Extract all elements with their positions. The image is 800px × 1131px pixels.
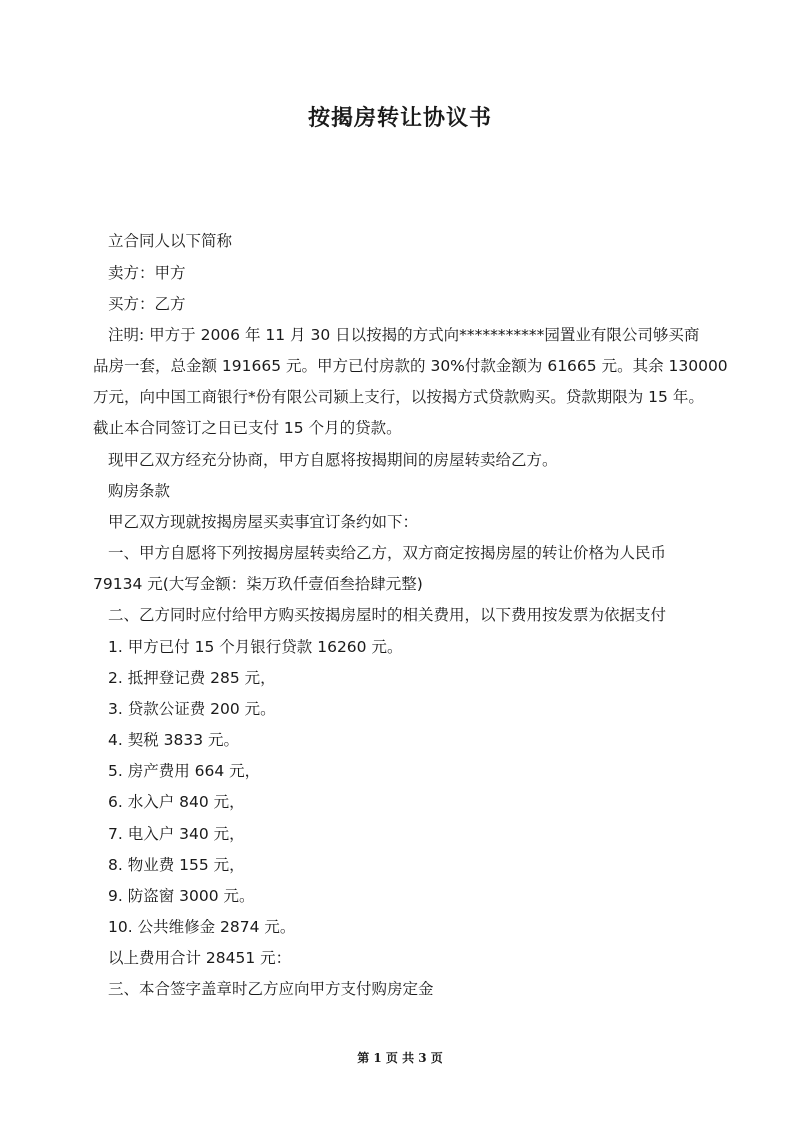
paragraph-line: 甲乙双方现就按揭房屋买卖事宜订条约如下：	[108, 513, 419, 531]
paragraph-line: 9. 防盗窗 3000 元。	[108, 887, 255, 905]
paragraph-line: 立合同人以下简称	[108, 232, 233, 250]
paragraph-line: 3. 贷款公证费 200 元。	[108, 700, 276, 718]
paragraph-line: 品房一套，总金额 191665 元。甲方已付房款的 30%付款金额为 61665 元。其余 130000	[93, 357, 728, 375]
paragraph-line: 卖方：甲方	[108, 264, 186, 282]
paragraph-line: 万元，向中国工商银行*份有限公司颍上支行，以按揭方式贷款购买。贷款期限为 15 年。	[93, 388, 704, 406]
paragraph-line: 6. 水入户 840 元，	[108, 793, 245, 811]
paragraph-line: 二、乙方同时应付给甲方购买按揭房屋时的相关费用，以下费用按发票为依据支付	[108, 606, 667, 624]
paragraph-line: 以上费用合计 28451 元：	[108, 949, 292, 967]
paragraph-line: 79134 元(大写金额：柒万玖仟壹佰叁拾肆元整)	[93, 575, 423, 593]
paragraph-line: 5. 房产费用 664 元，	[108, 762, 261, 780]
paragraph-line: 截止本合同签订之日已支付 15 个月的贷款。	[93, 419, 402, 437]
page-number-footer: 第 1 页 共 3 页	[357, 1051, 443, 1065]
paragraph-line: 三、本合签字盖章时乙方应向甲方支付购房定金	[108, 980, 434, 998]
document-title: 按揭房转让协议书	[307, 106, 492, 131]
paragraph-line: 8. 物业费 155 元，	[108, 856, 245, 874]
paragraph-line: 7. 电入户 340 元，	[108, 825, 245, 843]
paragraph-line: 4. 契税 3833 元。	[108, 731, 240, 749]
paragraph-line: 购房条款	[108, 482, 171, 500]
paragraph-line: 1. 甲方已付 15 个月银行贷款 16260 元。	[108, 638, 403, 656]
paragraph-line: 注明: 甲方于 2006 年 11 月 30 日以按揭的方式向***********园置业有限公司够买商	[108, 326, 700, 344]
paragraph-line: 2. 抵押登记费 285 元，	[108, 669, 276, 687]
paragraph-line: 10. 公共维修金 2874 元。	[108, 918, 296, 936]
paragraph-line: 现甲乙双方经充分协商，甲方自愿将按揭期间的房屋转卖给乙方。	[108, 451, 558, 469]
paragraph-line: 买方：乙方	[108, 295, 186, 313]
paragraph-line: 一、甲方自愿将下列按揭房屋转卖给乙方，双方商定按揭房屋的转让价格为人民币	[108, 544, 667, 562]
